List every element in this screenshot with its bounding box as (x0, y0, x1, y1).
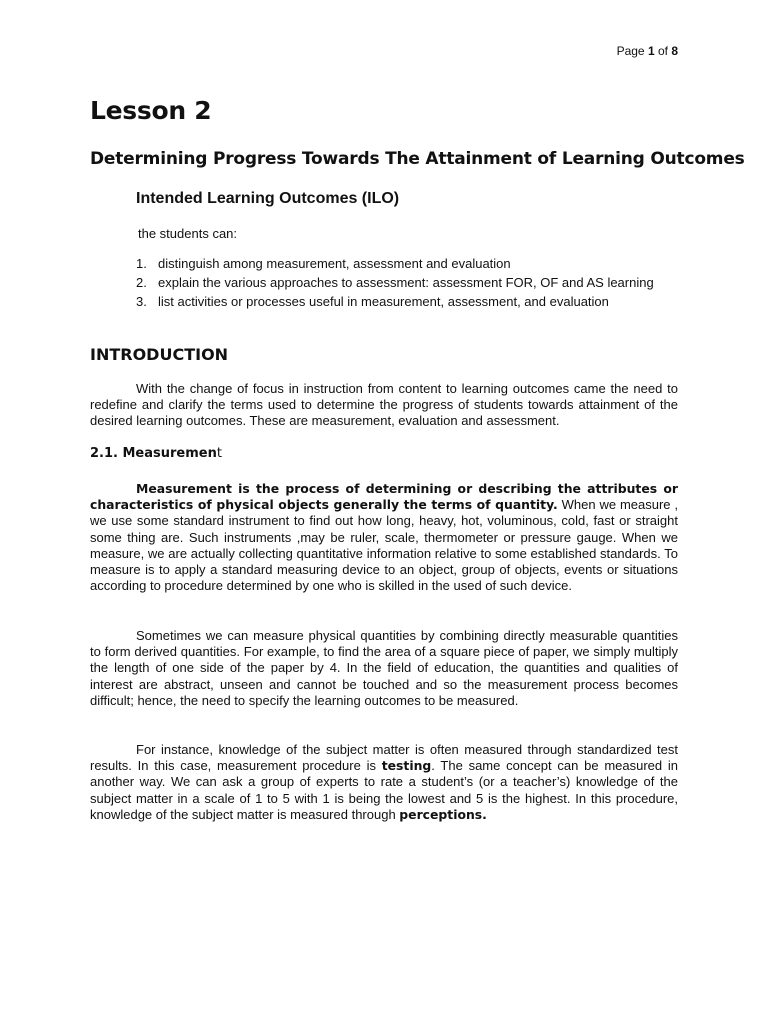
list-number: 3. (136, 294, 147, 309)
ilo-list (136, 255, 677, 312)
list-item (136, 293, 677, 310)
measurement-p3-text-a: For instance, knowledge of the subject matter is often measured through standardized test results. In this case, measurement procedure is (90, 742, 678, 774)
measurement-p3-text-b: . The same concept can be measured in another way. We can ask a group of experts to rate a student’s (or a teacher’s) knowledge of the subject matter in a scale of 1 to 5 with 1 is being the lowest and 5 is the highest. In this procedure, knowledge of the subject matter is measured through (90, 758, 679, 822)
list-item (136, 274, 677, 291)
ilo-heading: Intended Learning Outcomes (ILO) (136, 190, 400, 207)
page-current: 1 (647, 44, 655, 58)
lesson-title: Lesson 2 (90, 96, 212, 125)
measurement-paragraph-1 (90, 481, 678, 594)
measurement-definition: Measurement is the process of determining or describing the attributes or characteristics of physical objects generally the terms of quantity. (90, 481, 678, 513)
measurement-p3-testing: testing (381, 758, 432, 774)
measurement-paragraph-3 (90, 742, 678, 823)
measurement-paragraph-2: Sometimes we can measure physical quantities by combining directly measurable quantities to form derived quantities. For example, to find the area of a square piece of paper, we simply multiply the length of one side of the paper by 4. In the field of education, the quantities and qualities of interest are abstract, unseen and cannot be touched and so the measurement process becomes difficult; hence, the need to specify the learning outcomes to be measured. (90, 628, 678, 708)
measurement-heading-end: t (216, 446, 222, 461)
list-number: 2. (136, 275, 147, 290)
list-text: list activities or processes useful in measurement, assessment, and evaluation (158, 294, 609, 309)
measurement-p1-text: When we measure , we use some standard instrument to find out how long, heavy, hot, voluminous, cold, fast or straight some thing are. Such instruments ,may be ruler, scale, thermometer or pressure gauge. When we measure, we are actually collecting quantitative information relative to some established standards. To measure is to apply a standard measuring device to an object, group of objects, events or situations according to procedure determined by one who is skilled in the used of such device. (90, 497, 679, 594)
introduction-heading: INTRODUCTION (90, 345, 229, 364)
page-of: of (654, 44, 672, 58)
measurement-heading-bold: 2.1. Measuremen (90, 446, 217, 461)
measurement-heading (90, 446, 222, 461)
page-total: 8 (671, 44, 678, 58)
list-number: 1. (136, 256, 147, 271)
ilo-intro: the students can: (138, 226, 238, 241)
measurement-p3-perceptions: perceptions. (399, 806, 487, 822)
list-text: explain the various approaches to assessment: assessment FOR, OF and AS learning (158, 275, 654, 290)
list-text: distinguish among measurement, assessment and evaluation (158, 256, 511, 271)
list-item (136, 255, 677, 272)
page-prefix: Page (616, 44, 648, 58)
introduction-paragraph: With the change of focus in instruction from content to learning outcomes came the need to redefine and clarify the terms used to determine the progress of students towards attainment of the desired learning outcomes. These are measurement, evaluation and assessment. (90, 381, 678, 429)
lesson-subtitle: Determining Progress Towards The Attainment of Learning Outcomes (90, 149, 745, 169)
page-number (617, 44, 678, 58)
